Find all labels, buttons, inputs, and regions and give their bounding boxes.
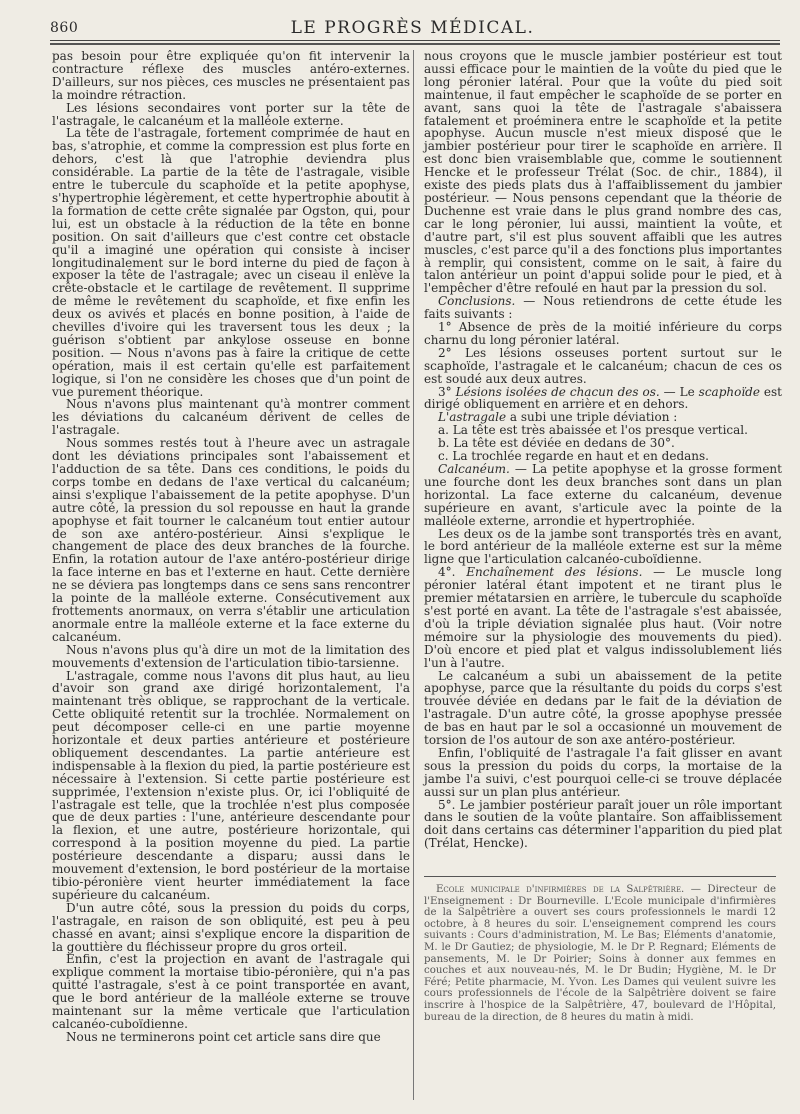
conclusion-item: 1° Absence de près de la moitié inférieure du corps charnu du long péronier latéral.: [424, 320, 782, 347]
paragraph: Nous sommes restés tout à l'heure avec un astragale dont les déviations principales sont l'abaissement et l'adduction de sa tête. Dans ces conditions, le poids du corps tombe en dedans de l'axe vertical du calcanéum; ainsi s'explique l'abaissement de la petite apophyse. D'un autre côté, la pression du sol repousse en haut la grande apophyse et fait tourner le calcanéum tout entier autour de son axe antéro-postérieur. Ainsi s'explique le changement de place des deux branches de la fourche. Enfin, la rotation autour de l'axe antéro-postérieur dirige la face interne en bas et l'externe en haut. Cette dernière ne se déviera pas longtemps dans ce sens sans rencontrer la pointe de la malléole externe. Consécutivement aux frottements anormaux, on verra s'établir une articulation anormale entre la malléole externe et la face externe du calcanéum.: [52, 436, 410, 644]
conclusion-item: 2° Les lésions osseuses portent surtout sur le scaphoïde, l'astragale et le calcanéum; chacun de ces os est soudé aux deux autres.: [424, 345, 782, 386]
paragraph: D'un autre côté, sous la pression du poids du corps, l'astragale, en raison de son obliquité, est peu à peu chassé en avant; ainsi s'explique encore la disparition de la gouttière du fléchisseur propre du gros orteil.: [52, 900, 410, 954]
conclusions-heading: Conclusions.: [438, 294, 516, 309]
column-divider: [413, 50, 414, 1100]
header-rule: [50, 40, 780, 41]
list-item: b. La tête est déviée en dedans de 30°.: [438, 436, 675, 451]
header-rule-thick: [50, 43, 780, 45]
notice-text: — Directeur de l'Enseignement : Dr Bourneville. L'Ecole municipale d'infirmières de la Salpêtrière a ouvert ses cours professionnels le mardi 12 octobre, à 8 heures du soir. L'enseignement comprend les cours suivants : Cours d'administration, M. Le Bas; Eléments d'anatomie, M. le Dr Gautiez; de physiologie, M. le Dr P. Regnard; Eléments de pansements, M. le Dr Poirier; Soins à donner aux femmes en couches et aux nouveau-nés, M. le Dr Budin; Hygiène, M. le Dr Féré; Petite pharmacie, M. Yvon. Les Dames qui veulent suivre les cours professionnels de l'école de la Salpêtrière doivent se faire inscrire à l'hospice de la Salpêtrière, 47, boulevard de l'Hôpital, bureau de la direction, de 8 heures du matin à midi.: [424, 884, 776, 1023]
list-item: c. La trochlée regarde en haut et en dedans.: [438, 449, 709, 464]
paragraph: Enfin, l'obliquité de l'astragale l'a fait glisser en avant sous la pression du poids du corps, la mortaise de la jambe l'a suivi, c'est pourquoi celle-ci se trouve déplacée aussi sur un plan plus antérieur.: [424, 745, 782, 799]
school-notice: [424, 884, 776, 1023]
paragraph: Nous n'avons plus maintenant qu'à montrer comment les déviations du calcanéum dérivent de celles de l'astragale.: [52, 397, 410, 438]
paragraph: Nous ne terminerons point cet article sans dire que: [66, 1029, 381, 1044]
conclusion-item: 5°. Le jambier postérieur paraît jouer un rôle important dans le soutien de la voûte plantaire. Son affaiblissement doit dans certains cas déterminer l'apparition du pied plat (Trélat, Hencke).: [424, 797, 782, 851]
conclusions-paragraph: Conclusions. — Nous retiendrons de cette étude les faits suivants :: [424, 294, 782, 322]
journal-title: LE PROGRÈS MÉDICAL.: [290, 18, 535, 38]
paragraph: Le calcanéum a subi un abaissement de la petite apophyse, parce que la résultante du poids du corps s'est trouvée déviée en dedans par le fait de la déviation de l'astragale. D'un autre côté, la grosse apophyse pressée de bas en haut par le sol a occasionné un mouvement de torsion de l'os autour de son axe antéro-postérieur.: [424, 668, 782, 748]
notice-rule: [424, 876, 776, 877]
paragraph: Enfin, c'est la projection en avant de l'astragale qui explique comment la mortaise tibio-péronière, qui n'a pas quitté l'astragale, s'est à ce point transportée en avant, que le bord antérieur de la malléole externe se trouve maintenant sur la même verticale que l'articulation calcanéo-cuboïdienne.: [52, 952, 410, 1031]
conclusion-item: L'astragale a subi une triple déviation :: [438, 410, 678, 425]
paragraph: Les lésions secondaires vont porter sur la tête de l'astragale, le calcanéum et la malléole externe.: [52, 100, 410, 128]
right-column: [424, 50, 782, 850]
subheading: Lésions isolées de chacun des os.: [455, 384, 660, 399]
subheading: Calcanéum.: [438, 462, 510, 476]
conclusion-item: 4°. Enchaînement des lésions. — Le muscle long péronier latéral étant impotent et ne tirant plus le premier métatarsien en arrière, le tubercule du scaphoïde s'est porté en avant. La tête de l'astragale s'est abaissée, d'où la triple déviation signalée plus haut. (Voir notre mémoire sur la physiologie des mouvements du pied). D'où encore et pied plat et valgus indissolublement liés l'un à l'autre.: [424, 565, 782, 670]
subheading: L'astragale: [438, 410, 507, 425]
paragraph: La tête de l'astragale, fortement comprimée de haut en bas, s'atrophie, et comme la compression est plus forte en dehors, c'est là que l'atrophie deviendra plus considérable. La partie de la tête de l'astragale, visible entre le tubercule du scaphoïde et la petite apophyse, s'hypertrophie légèrement, et cette hypertrophie aboutit à la formation de cette crête signalée par Ogston, qui, pour lui, est un obstacle à la réduction de la tête en bonne position. On sait d'ailleurs que c'est contre cet obstacle qu'il a imaginé une opération qui consiste à inciser longitudinalement sur le bord interne du pied de façon à exposer la tête de l'astragale; avec un ciseau il enlève la crête-obstacle et le cartilage de revêtement. Il supprime de même le revêtement du scaphoïde, et fixe enfin les deux os avivés et placés en bonne position, à l'aide de chevilles d'ivoire qui les traversent tous les deux ; la guérison s'obtient par ankylose osseuse en bonne position. — Nous n'avons pas à faire la critique de cette opération, mais il est certain qu'elle est parfaitement logique, si l'on ne considère les choses que d'un point de vue purement théorique.: [52, 126, 410, 399]
subheading: Enchaînement des lésions.: [466, 565, 643, 580]
paragraph: Les deux os de la jambe sont transportés très en avant, le bord antérieur de la malléole externe est sur la même ligne que l'articulation calcanéo-cuboïdienne.: [424, 526, 782, 567]
conclusion-item: Calcanéum. — La petite apophyse et la grosse forment une fourche dont les deux branches sont dans un plan horizontal. La face externe du calcanéum, devenue supérieure en avant, s'articule avec la pointe de la malléole externe, arrondie et hypertrophiée.: [424, 462, 782, 528]
page-number: 860: [50, 20, 79, 36]
notice-heading: Ecole municipale d'infirmières de la Salpêtrière.: [436, 884, 685, 895]
list-item: a. La tête est très abaissée et l'os presque vertical.: [438, 423, 748, 438]
left-column: [52, 50, 410, 1044]
paragraph: pas besoin pour être expliquée qu'on fit intervenir la contracture réflexe des muscles antéro-externes. D'ailleurs, sur nos pièces, ces muscles ne présentaient pas la moindre rétraction.: [52, 49, 410, 102]
paragraph: L'astragale, comme nous l'avons dit plus haut, au lieu d'avoir son grand axe dirigé horizontalement, l'a maintenant très oblique, se rapprochant de la verticale. Cette obliquité retentit sur la trochlée. Normalement on peut décomposer celle-ci en une partie moyenne horizontale et deux parties antérieure et postérieure obliquement descendantes. La partie antérieure est indispensable à la flexion du pied, la partie postérieure est nécessaire à l'extension. Si cette partie postérieure est supprimée, l'extension n'existe plus. Or, ici l'obliquité de l'astragale est telle, que la trochlée n'est plus composée que de deux parties : l'une, antérieure descendante pour la flexion, et une autre, postérieure horizontale, qui correspond à la position moyenne du pied. La partie postérieure descendante a disparu; aussi dans le mouvement d'extension, le bord postérieur de la mortaise tibio-péronière vient heurter immédiatement la face supérieure du calcanéum.: [52, 668, 410, 902]
paragraph: Nous n'avons plus qu'à dire un mot de la limitation des mouvements d'extension de l'articulation tibio-tarsienne.: [52, 642, 410, 670]
conclusion-item: 3° Lésions isolées de chacun des os. — Le scaphoïde est dirigé obliquement en arrière et en dehors.: [424, 384, 783, 412]
paragraph: nous croyons que le muscle jambier postérieur est tout aussi efficace pour le maintien de la voûte du pied que le long péronier latéral. Pour que la voûte du pied soit maintenue, il faut empêcher le scaphoïde de se porter en avant, sans quoi la tête de l'astragale s'abaissera fatalement et proéminera entre le scaphoïde et la petite apophyse. Aucun muscle n'est mieux disposé que le jambier postérieur pour tirer le scaphoïde en arrière. Il est donc bien vraisemblable que, comme le soutiennent Hencke et le professeur Trélat (Soc. de chir., 1884), il existe des pieds plats dus à l'affaiblissement du jambier postérieur. — Nous pensons cependant que la théorie de Duchenne est vraie dans le plus grand nombre des cas, car le long péronier, lui aussi, maintient la voûte, et d'autre part, s'il est plus souvent affaibli que les autres muscles, c'est parce qu'il a des fonctions plus importantes à remplir, qui consistent, comme on le sait, à faire du talon antérieur un point d'appui solide pour le pied, et à l'empêcher d'être refoulé en haut par la pression du sol.: [424, 49, 782, 296]
